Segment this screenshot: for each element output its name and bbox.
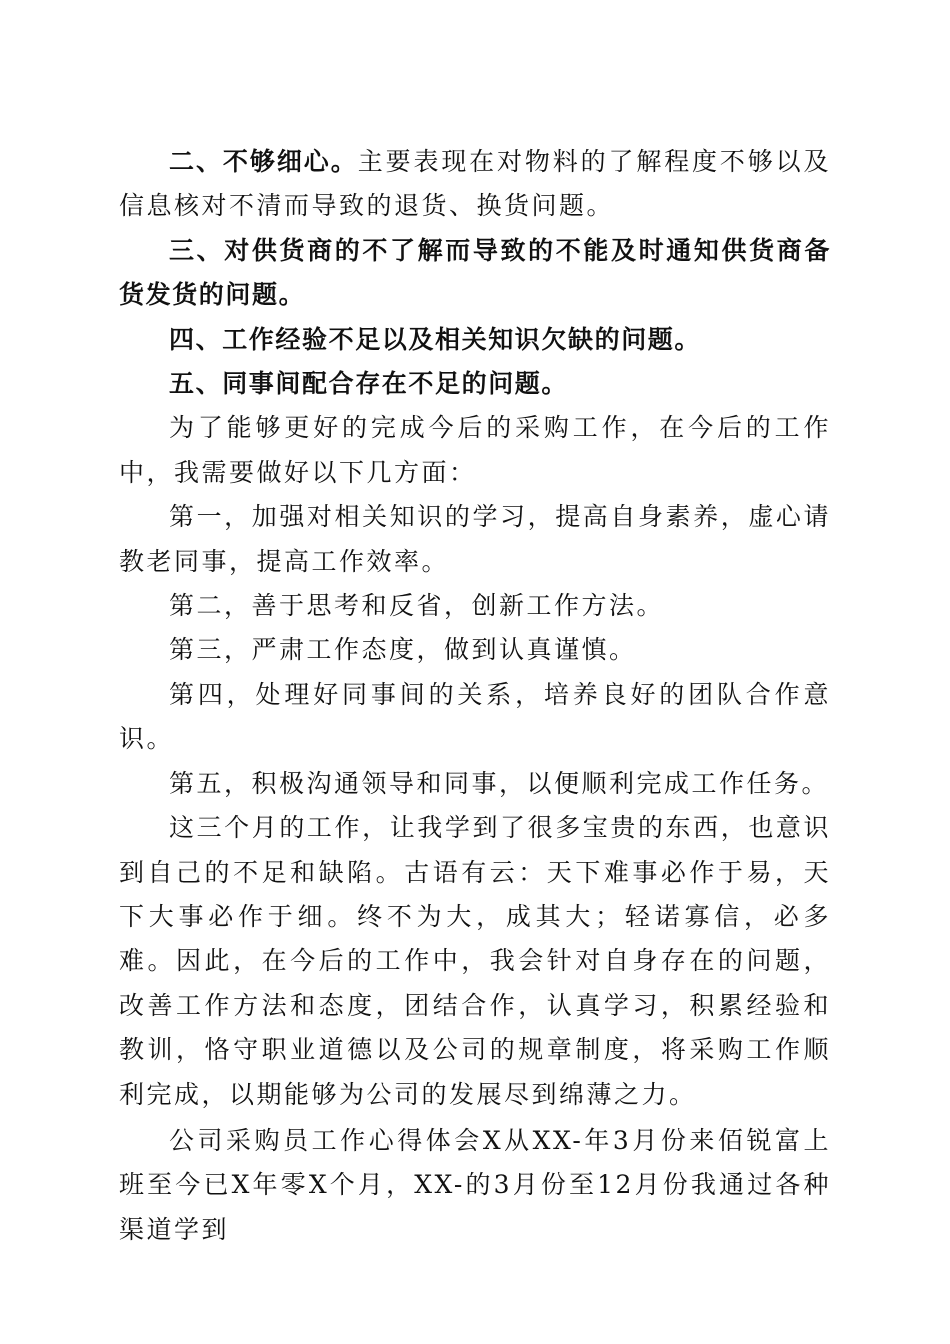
paragraph-2 [119, 140, 831, 229]
paragraph-fourth: 第四，处理好同事间的关系，培养良好的团队合作意识。 [119, 679, 831, 754]
paragraph-4: 四、工作经验不足以及相关知识欠缺的问题。 [169, 324, 702, 354]
paragraph-3: 三、对供货商的不了解而导致的不能及时通知供货商备货发货的问题。 [119, 235, 831, 310]
paragraph-intro-improvements: 为了能够更好的完成今后的采购工作，在今后的工作中，我需要做好以下几方面： [119, 413, 831, 487]
paragraph-second: 第二，善于思考和反省，创新工作方法。 [169, 591, 665, 621]
paragraph-summary: 这三个月的工作，让我学到了很多宝贵的东西，也意识到自己的不足和缺陷。古语有云：天下难事必作于易，天下大事必作于细。终不为大，成其大；轻诺寡信，必多难。因此，在今后的工作中，我会针对自身存在的问题，改善工作方法和态度，团结合作，认真学习，积累经验和教训，恪守职业道德以及公司的规章制度，将采购工作顺利完成，以期能够为公司的发展尽到绵薄之力。 [119, 813, 831, 1109]
paragraph-first: 第一，加强对相关知识的学习，提高自身素养，虚心请教老同事，提高工作效率。 [119, 502, 831, 576]
paragraph-2-heading: 二、不够细心。 [169, 147, 358, 176]
paragraph-fifth: 第五，积极沟通领导和同事，以便顺利完成工作任务。 [169, 768, 830, 798]
paragraph-next-article: 公司采购员工作心得体会X从XX-年3月份来佰锐富上班至今已X年零X个月，XX-的3月份至12月份我通过各种渠道学到 [119, 1125, 831, 1244]
paragraph-5: 五、同事间配合存在不足的问题。 [169, 369, 569, 399]
paragraph-2-body: 主要表现在对物料的了解程度不够以及信息核对不清而导致的退货、换货问题。 [119, 147, 831, 221]
paragraph-third: 第三，严肃工作态度，做到认真谨慎。 [169, 635, 637, 665]
document-page [119, 140, 831, 1252]
